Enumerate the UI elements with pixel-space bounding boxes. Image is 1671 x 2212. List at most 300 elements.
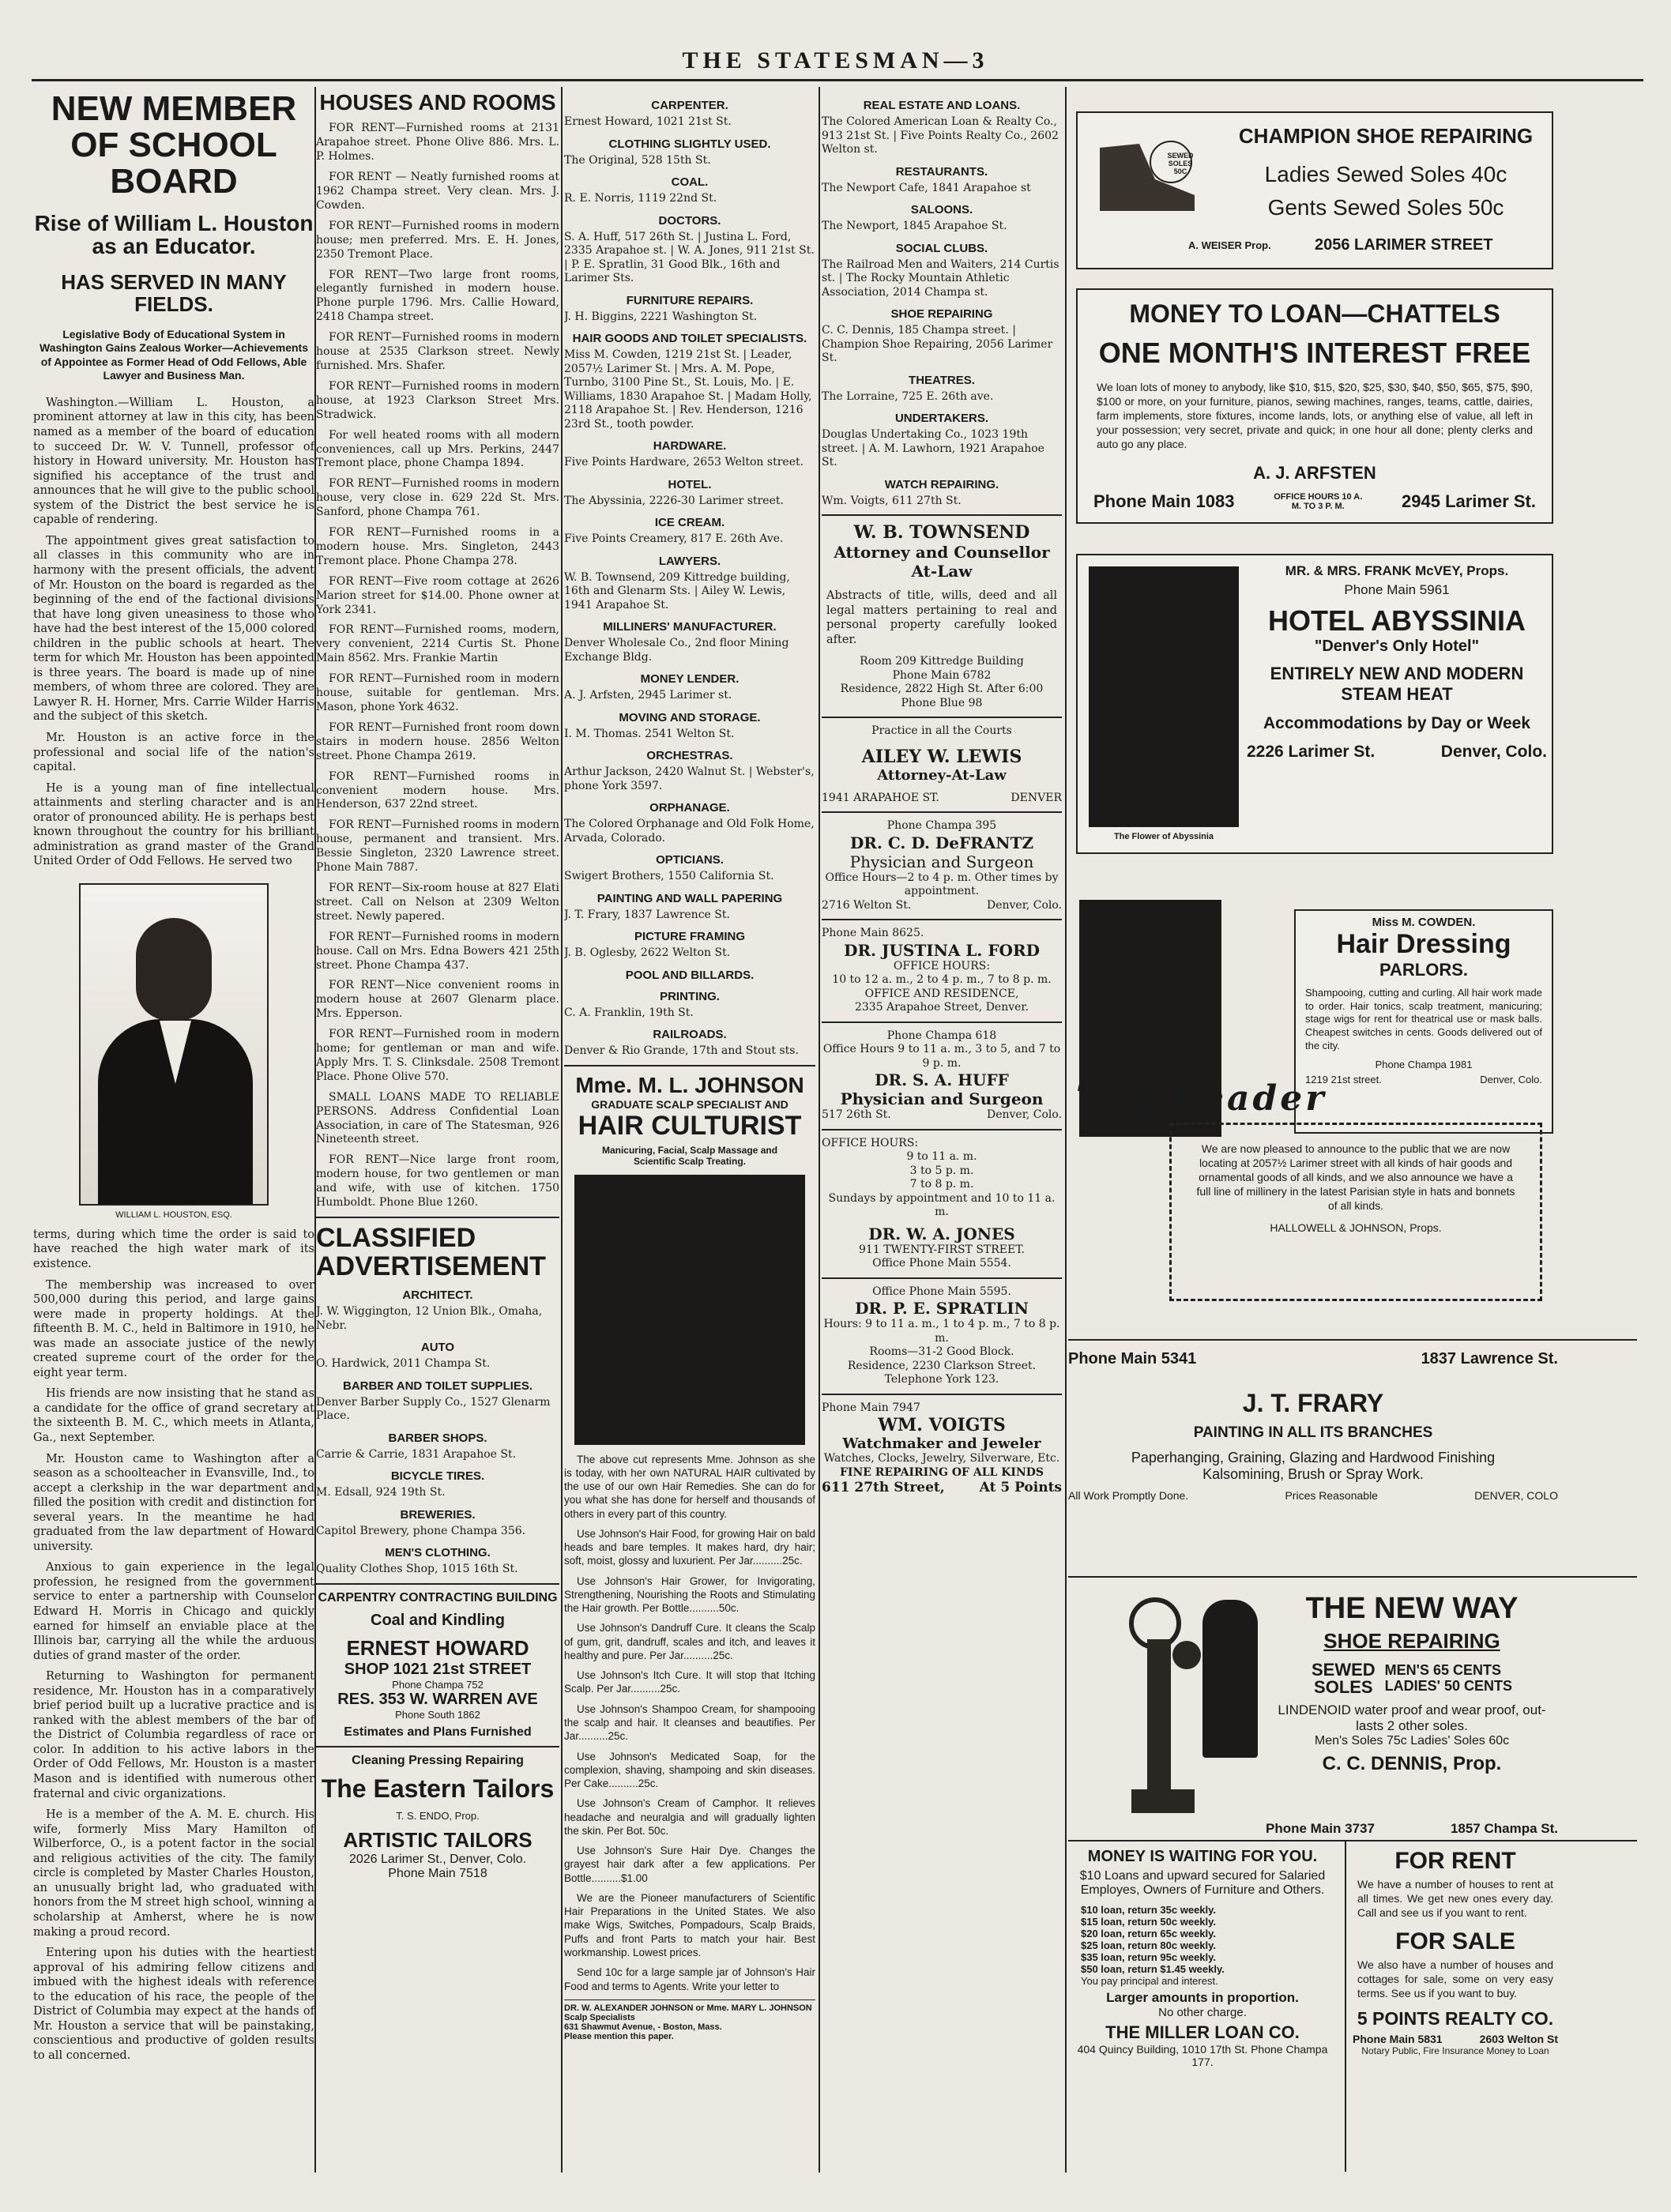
- lewis-name: AILEY W. LEWIS: [861, 746, 1022, 767]
- classified-heading: CLASSIFIED ADVERTISEMENT: [316, 1223, 546, 1281]
- ford-hours-heading: OFFICE HOURS:: [893, 959, 991, 972]
- directory-category: MONEY LENDER.: [640, 672, 740, 686]
- directory-entry: Swigert Brothers, 1550 California St.: [564, 870, 774, 882]
- directory-entry: Miss M. Cowden, 1219 21st St. | Leader, 2057½ Larimer St. | Mrs. A. M. Pope, Turnbo, 3100 Pine St., St. Louis, Mo. | E. Williams, 1830 Arapahoe St. | Madam Holly, 2118 Arapahoe St. | Rev. Henderson, 1216 23rd St., tooth powder.: [564, 348, 812, 431]
- johnson-paragraph: Use Johnson's Itch Cure. It will stop that Itching Scalp. Per Jar..........25c.: [564, 1669, 815, 1695]
- room-listing: FOR RENT—Furnished rooms in modern house, very close in. 629 22d St. Mrs. Sanford, phone Champa 761.: [316, 477, 559, 519]
- townsend-res: Residence, 2822 High St. After 6:00: [840, 683, 1044, 696]
- shoe-gents: Gents Sewed Soles 50c: [1267, 195, 1504, 220]
- classified-category: MEN'S CLOTHING.: [385, 1546, 491, 1560]
- business-directory: [564, 99, 815, 1059]
- townsend-title: Attorney and Counsellor At-Law: [834, 543, 1050, 581]
- frary-subtitle: PAINTING IN ALL ITS BRANCHES: [1193, 1424, 1433, 1441]
- directory-category: CLOTHING SLIGHTLY USED.: [608, 137, 771, 151]
- loan-body: We loan lots of money to anybody, like $10, $15, $20, $25, $30, $40, $50, $65, $75, $90, $100 or more, on your furniture, pianos, sewing machines, ranges, teams, cattle, dairies, farm implements, store fixtures, income lands, lots, or anything else of value, all left in your possession; very secret, private and quick; in one hour all done; plenty clerks and auto go any place.: [1097, 381, 1533, 450]
- loan-addr: 2945 Larimer St.: [1402, 491, 1536, 511]
- leader-title: The Leader: [1076, 1078, 1327, 1119]
- directory-category: PICTURE FRAMING: [634, 930, 745, 943]
- directory-entry: The Colored American Loan & Realty Co., 913 21st St. | Five Points Realty Co., 2602 Welton st.: [822, 115, 1059, 156]
- jones-phone: Office Phone Main 5554.: [872, 1257, 1011, 1270]
- directory-entry: The Newport Cafe, 1841 Arapahoe st: [822, 181, 1031, 194]
- directory-entry: S. A. Huff, 517 26th St. | Justina L. Ford, 2335 Arapahoe st. | W. A. Jones, 911 21st St. | P. E. Spratlin, 31 Good Blk., 16th and Larimer Sts.: [564, 230, 815, 284]
- johnson-footer-addr: 631 Shawmut Avenue, - Boston, Mass.: [564, 2022, 722, 2032]
- leader-body: We are now pleased to announce to the public that we are now locating at 2057½ Larimer street with all kinds of hair goods and ornamental goods of all kinds, and we also announce we have a full line of millinery in the latest Parisian style in hats and bonnets of all kinds.: [1196, 1142, 1515, 1212]
- defrantz-city: Denver, Colo.: [986, 898, 1062, 912]
- johnson-ad: [564, 1073, 815, 2041]
- huff-addr: 517 26th St.: [822, 1108, 891, 1122]
- lewis-practice: Practice in all the Courts: [871, 724, 1012, 738]
- lewis-addr: 1941 ARAPAHOE ST.: [822, 791, 939, 804]
- rooms-column: [316, 91, 559, 2176]
- rooms-heading: HOUSES AND ROOMS: [319, 91, 556, 115]
- hotel-tag: "Denver's Only Hotel": [1314, 638, 1480, 655]
- defrantz-hours: Office Hours—2 to 4 p. m. Other times by appointment.: [825, 871, 1059, 898]
- jones-hours-3: 7 to 8 p. m.: [909, 1178, 974, 1191]
- directory-category: PRINTING.: [660, 989, 720, 1003]
- directory-entry: Wm. Voigts, 611 27th St.: [822, 494, 962, 507]
- directory-category: SALOONS.: [910, 203, 973, 216]
- photo-caption: WILLIAM L. HOUSTON, ESQ.: [115, 1209, 232, 1220]
- miller-body: $10 Loans and upward secured for Salaried Employes, Owners of Furniture and Others.: [1079, 1869, 1326, 1897]
- classified-entry: M. Edsall, 924 19th St.: [316, 1486, 446, 1499]
- classified-entry: Capitol Brewery, phone Champa 356.: [316, 1524, 526, 1537]
- directory-entry: Denver & Rio Grande, 17th and Stout sts.: [564, 1044, 799, 1057]
- directory-category: COAL.: [671, 175, 709, 189]
- directory-category: CARPENTER.: [651, 99, 728, 112]
- cobbler-machine-icon: [1123, 1592, 1210, 1821]
- hair-body: Shampooing, cutting and curling. All hair work made to order. Hair tonics, scalp treatment, manicuring; stage wigs for rent for theatrical use or mask balls. Cheapest switches in cents. Goods delivered out of the city.: [1305, 987, 1542, 1051]
- defrantz-title: Physician and Surgeon: [849, 852, 1034, 871]
- tailor-ad-phone: Phone Main 7518: [388, 1866, 487, 1880]
- newway-line1: LINDENOID water proof and wear proof, out-lasts 2 other soles.: [1278, 1702, 1546, 1733]
- newway-soles: SOLES: [1314, 1677, 1373, 1697]
- directory-category: LAWYERS.: [658, 554, 721, 568]
- directory-category: OPTICIANS.: [656, 853, 724, 867]
- defrantz-card: [822, 819, 1062, 912]
- ford-name: DR. JUSTINA L. FORD: [844, 940, 1040, 960]
- directory-entry: Denver Wholesale Co., 2nd floor Mining Exchange Bldg.: [564, 637, 789, 664]
- directory-entry: J. B. Oglesby, 2622 Welton St.: [564, 946, 731, 959]
- directory-category: ICE CREAM.: [654, 516, 725, 529]
- article-paragraph: His friends are now insisting that he stand as a candidate for the office of grand secretary at the sixteenth B. M. C., which meets in Atlanta, Ga., next September.: [33, 1387, 314, 1444]
- howard-ad: [316, 1591, 559, 1740]
- loan-name: A. J. ARFSTEN: [1253, 462, 1376, 483]
- spratlin-tel: Telephone York 123.: [884, 1373, 999, 1386]
- directory-category: HARDWARE.: [653, 439, 727, 453]
- directory-entry: Ernest Howard, 1021 21st St.: [564, 115, 732, 128]
- hotel-caption: The Flower of Abyssinia: [1113, 832, 1214, 841]
- directory-entry: Five Points Hardware, 2653 Welton street.: [564, 456, 804, 468]
- article-body-bottom: [33, 1228, 314, 2063]
- jones-hours-1: 9 to 11 a. m.: [906, 1150, 977, 1164]
- article-paragraph: Mr. Houston came to Washington after a season as a schoolteacher in Evansville, Ind., to accept a clerkship in the war department and filled the position with credit and distinction for several years. In the meantime he had graduated from the law department of Howard university.: [33, 1452, 314, 1553]
- column-rule: [1065, 87, 1067, 2172]
- voigts-repair: FINE REPAIRING OF ALL KINDS: [839, 1465, 1044, 1479]
- room-listing: FOR RENT—Furnished rooms, modern, very convenient, 2214 Curtis St. Phone Main 8562. Mrs. Frankie Martin: [316, 623, 559, 665]
- professional-column: [822, 91, 1062, 2176]
- johnson-paragraph: Use Johnson's Hair Grower, for Invigorating, Strengthening, Nourishing the Roots and Stimulating the Hair growth. Per Bottle..........50c.: [564, 1574, 815, 1615]
- miller-rate: $50 loan, return $1.45 weekly.: [1081, 1963, 1225, 1975]
- shoe-prop: A. WEISER Prop.: [1188, 239, 1271, 251]
- masthead: THE STATESMAN—3: [682, 47, 989, 73]
- newway-ladies: LADIES' 50 CENTS: [1384, 1678, 1512, 1694]
- directory-entry: C. C. Dennis, 185 Champa street. | Champion Shoe Repairing, 2056 Larimer St.: [822, 324, 1053, 364]
- directory-category: MILLINERS' MANUFACTURER.: [603, 620, 777, 634]
- directory-entry: The Newport, 1845 Arapahoe St.: [822, 220, 1007, 232]
- directory-category: HOTEL.: [668, 477, 712, 491]
- miller-rate: $35 loan, return 95c weekly.: [1081, 1951, 1217, 1963]
- article-paragraph: Entering upon his duties with the heartiest approval of his admiring fellow citizens and imbued with the highest ideals with reference to the education of his race, the people of the District of Columbia may expect at the hands of Mr. Houston a service that will be painstaking, conscientious and productive of golden results to all concerned.: [33, 1947, 314, 2062]
- ford-office: OFFICE AND RESIDENCE,: [864, 987, 1019, 1000]
- directory-entry: Douglas Undertaking Co., 1023 19th street. | A. M. Lawhorn, 1921 Arapahoe St.: [822, 428, 1044, 468]
- directory-category: RESTAURANTS.: [895, 164, 988, 179]
- shoe-icon: [1092, 132, 1202, 227]
- frary-ad: [1068, 1350, 1558, 1571]
- miller-rate: $10 loan, return 35c weekly.: [1081, 1904, 1217, 1916]
- realty-sale-body: We also have a number of houses and cottages for sale, some on very easy terms. See us if you want to buy.: [1357, 1958, 1553, 1999]
- tailor-ad-name2: ARTISTIC TAILORS: [343, 1827, 533, 1852]
- jones-hours-heading: OFFICE HOURS:: [822, 1136, 919, 1149]
- miller-rates: [1081, 1904, 1337, 1975]
- classified-entry: Quality Clothes Shop, 1015 16th St.: [316, 1563, 518, 1576]
- miller-loan-ad: [1068, 1848, 1337, 2176]
- howard-ad-est: Estimates and Plans Furnished: [344, 1725, 532, 1739]
- directory-entry: I. M. Thomas. 2541 Welton St.: [564, 727, 735, 740]
- hair-subtitle: PARLORS.: [1379, 960, 1469, 980]
- classified-category: ARCHITECT.: [402, 1288, 473, 1303]
- directory-category: THEATRES.: [909, 373, 975, 387]
- ford-hours: 10 to 12 a. m., 2 to 4 p. m., 7 to 8 p. m.: [832, 973, 1052, 987]
- huff-card: [822, 1029, 1062, 1123]
- lewis-title: Attorney-At-Law: [877, 766, 1007, 784]
- classified-category: AUTO: [420, 1341, 455, 1355]
- tailor-ad-addr: 2026 Larimer St., Denver, Colo.: [348, 1852, 527, 1866]
- miller-rate: $25 loan, return 80c weekly.: [1081, 1939, 1217, 1951]
- shoe-addr: 2056 LARIMER STREET: [1315, 236, 1493, 254]
- classified-entry: J. W. Wiggington, 12 Union Blk., Omaha, Nebr.: [316, 1305, 543, 1332]
- townsend-card: [822, 522, 1062, 710]
- classified-category: BARBER SHOPS.: [388, 1431, 487, 1445]
- article-column: [33, 91, 314, 2176]
- jones-name: DR. W. A. JONES: [868, 1224, 1015, 1243]
- realty-name: 5 POINTS REALTY CO.: [1357, 2008, 1554, 2030]
- johnson-footer-note: Please mention this paper.: [564, 2031, 674, 2041]
- howard-ad-top: CARPENTRY CONTRACTING BUILDING: [318, 1590, 558, 1604]
- room-listing: FOR RENT—Furnished rooms in modern house; men preferred. Mrs. E. H. Jones, 2350 Tremont Place.: [316, 219, 559, 261]
- miller-rate: $15 loan, return 50c weekly.: [1081, 1916, 1217, 1928]
- article-body-top: [33, 396, 314, 869]
- johnson-paragraph: Use Johnson's Hair Food, for growing Hair on bald heads and bare temples. It makes hard, dry hair; soft, moist, glossy and luxurient. Per Jar..........25c.: [564, 1527, 815, 1567]
- directory-entry: The Original, 528 15th St.: [564, 153, 711, 167]
- spratlin-rooms: Rooms—31-2 Good Block.: [869, 1345, 1014, 1359]
- shoe-badge-3: 50C: [1173, 167, 1187, 175]
- townsend-room: Room 209 Kittredge Building: [860, 655, 1024, 668]
- frary-addr: 1837 Lawrence St.: [1421, 1350, 1558, 1367]
- huff-title: Physician and Surgeon: [840, 1089, 1044, 1109]
- voigts-title: Watchmaker and Jeweler: [842, 1435, 1041, 1453]
- directory-column: [564, 91, 815, 2176]
- classified-listings: [316, 1288, 559, 1577]
- room-listing: For well heated rooms with all modern conveniences, call up Mrs. Perkins, 2447 Tremont place, phone Champa 1894.: [316, 428, 559, 470]
- hotel-phone: Phone Main 5961: [1344, 582, 1450, 597]
- johnson-title: HAIR CULTURIST: [578, 1110, 802, 1141]
- directory-entry: C. A. Franklin, 19th St.: [564, 1006, 694, 1019]
- realty-phone: Phone Main 5831: [1353, 2033, 1443, 2046]
- tailor-ad-top: Cleaning Pressing Repairing: [352, 1753, 524, 1767]
- johnson-paragraph: Send 10c for a large sample jar of Johnson's Hair Food and terms to Agents. Write your letter to: [564, 1966, 815, 1992]
- directory-category: PAINTING AND WALL PAPERING: [597, 891, 783, 905]
- directory-category: MOVING AND STORAGE.: [619, 710, 761, 724]
- directory-entry: J. T. Frary, 1837 Lawrence St.: [564, 908, 730, 921]
- johnson-paragraph: Use Johnson's Shampoo Cream, for shampooing the scalp and hair. It cleanses and beautifies. Per Jar..........25c.: [564, 1702, 815, 1743]
- directory-entry: The Railroad Men and Waiters, 214 Curtis st. | The Rocky Mountain Athletic Association, 2014 Champa st.: [822, 258, 1059, 299]
- room-listing: FOR RENT—Six-room house at 827 Elati street. Call on Nelson at 2309 Welton street. Newly papered.: [316, 881, 559, 923]
- frary-prices: Prices Reasonable: [1285, 1489, 1378, 1502]
- newway-sewed: SEWED: [1311, 1660, 1376, 1680]
- newway-subtitle: SHOE REPAIRING: [1323, 1629, 1500, 1653]
- room-listing: FOR RENT—Furnished rooms in a modern house. Mrs. Singleton, 2443 Tremont place. Phone Champa 278.: [316, 526, 559, 567]
- jones-card: [822, 1137, 1062, 1271]
- miller-other: No other charge.: [1158, 2006, 1247, 2019]
- directory-entry: The Lorraine, 725 E. 26th ave.: [822, 389, 994, 403]
- room-listing: FOR RENT—Furnished rooms in modern house, at 1923 Clarkson Street Mrs. Stradwick.: [316, 379, 559, 421]
- jones-sunday: Sundays by appointment and 10 to 11 a. m.: [828, 1191, 1056, 1219]
- hotel-line3: Accommodations by Day or Week: [1263, 714, 1531, 732]
- frary-phone: Phone Main 5341: [1068, 1350, 1197, 1367]
- article-paragraph: terms, during which time the order is said to have reached the high water mark of its existence.: [33, 1228, 314, 1270]
- spratlin-name: DR. P. E. SPRATLIN: [855, 1299, 1029, 1319]
- room-listing: FOR RENT—Furnished room in modern house, suitable for gentleman. Mrs. Mason, phone York 4632.: [316, 672, 559, 714]
- directory-category: HAIR GOODS AND TOILET SPECIALISTS.: [572, 332, 807, 345]
- room-listing: FOR RENT — Neatly furnished rooms at 1962 Champa street. Very clean. Mrs. J. Cowden.: [316, 171, 559, 212]
- room-listing: FOR RENT—Furnished room in modern home; for gentleman or man and wife. Apply Mrs. T. S. Clinksdale. 2508 Tremont Place. Phone Olive 570.: [316, 1028, 559, 1083]
- johnson-name: Mme. M. L. JOHNSON: [575, 1072, 804, 1097]
- article-headline: NEW MEMBER OF SCHOOL BOARD: [51, 91, 297, 201]
- townsend-phone2: Phone Blue 98: [901, 696, 983, 709]
- defrantz-addr: 2716 Welton St.: [822, 898, 912, 912]
- rooms-listings: [316, 122, 559, 1210]
- article-paragraph: Mr. Houston is an active force in the professional and social life of the nation's capital.: [33, 731, 314, 774]
- room-listing: FOR RENT—Furnished rooms at 2131 Arapahoe street. Phone Olive 886. Mrs. L. P. Holmes.: [316, 122, 559, 164]
- room-listing: FOR RENT—Nice large front room, modern house, for two gentlemen or man and wife, with use of kitchen. 1750 Humboldt. Phone Blue 1260.: [316, 1153, 559, 1209]
- classified-entry: O. Hardwick, 2011 Champa St.: [316, 1357, 491, 1371]
- shoe-badge-2: SOLES: [1168, 159, 1193, 167]
- article-paragraph: He is a member of the A. M. E. church. His wife, formerly Miss Mary Hamilton of Wilberforce, O., is a potent factor in the social and religious activities of the city. The family circle is completed by Master Charles Houston, an unusually bright lad, who graduated with honors from the M street high school, winning a scholarship at Amherst, where he is now making a proud record.: [33, 1808, 314, 1939]
- johnson-paragraph: The above cut represents Mme. Johnson as she is today, with her own NATURAL HAIR cultivated by the use of our own Hair Remedies. She can do for you what she has done for herself and thousands of others in every part of this country.: [564, 1453, 815, 1520]
- frary-promptly: All Work Promptly Done.: [1068, 1489, 1189, 1502]
- column-rule: [819, 87, 820, 2172]
- loan-subtitle: ONE MONTH'S INTEREST FREE: [1098, 337, 1531, 369]
- article-subhead-2: HAS SERVED IN MANY FIELDS.: [61, 270, 287, 316]
- johnson-paragraph: We are the Pioneer manufacturers of Scientific Hair Preparations in the United States. We also make Wigs, Switches, Pompadours, Scalp Braids, Puffs and front Parts to match your hair. Best workmanship. Lowest prices.: [564, 1891, 815, 1958]
- realty-rent-body: We have a number of houses to rent at all times. We get new ones every day. Call and see us if you want to rent.: [1357, 1878, 1553, 1919]
- room-listing: FOR RENT—Nice convenient rooms in modern house at 2607 Glenarm place. Mrs. Epperson.: [316, 979, 559, 1021]
- classified-category: BICYCLE TIRES.: [390, 1469, 485, 1484]
- shoe-ladies: Ladies Sewed Soles 40c: [1264, 162, 1507, 186]
- room-listing: FOR RENT—Furnished rooms in convenient modern house. Mrs. Henderson, 637 22nd street.: [316, 769, 559, 811]
- arfsten-loan-ad: [1076, 288, 1553, 524]
- directory-category: SHOE REPAIRING: [890, 307, 993, 321]
- classified-entry: Carrie & Carrie, 1831 Arapahoe St.: [316, 1447, 517, 1461]
- hotel-name: HOTEL ABYSSINIA: [1267, 604, 1526, 637]
- room-listing: FOR RENT—Furnished front room down stairs in modern house. 2856 Welton street. Phone Champa 2619.: [316, 720, 559, 762]
- realty-sale-title: FOR SALE: [1395, 1928, 1515, 1954]
- huff-name: DR. S. A. HUFF: [875, 1070, 1009, 1090]
- directory-entry: The Abyssinia, 2226-30 Larimer street.: [564, 494, 784, 507]
- johnson-paragraph: Use Johnson's Cream of Camphor. It relieves headache and neuralgia and will gradually lighten the skin. Per Bot. 50c.: [564, 1797, 815, 1837]
- frary-line2: Kalsomining, Brush or Spray Work.: [1202, 1466, 1424, 1482]
- newway-title: THE NEW WAY: [1305, 1592, 1519, 1625]
- miller-larger: Larger amounts in proportion.: [1106, 1990, 1299, 2005]
- lewis-card: [822, 724, 1062, 805]
- room-listing: SMALL LOANS MADE TO RELIABLE PERSONS. Address Confidential Loan Association, in care of The Statesman, 926 Nineteenth street.: [316, 1090, 559, 1146]
- spratlin-phone: Office Phone Main 5595.: [872, 1285, 1011, 1298]
- frary-name: J. T. FRARY: [1242, 1389, 1384, 1417]
- five-points-realty-ad: [1353, 1848, 1558, 2176]
- voigts-loc: At 5 Points: [979, 1480, 1062, 1496]
- johnson-footer-spec: Scalp Specialists: [564, 2012, 635, 2022]
- directory-entry: J. H. Biggins, 2221 Washington St.: [564, 310, 758, 323]
- spratlin-res: Residence, 2230 Clarkson Street.: [847, 1359, 1037, 1372]
- hair-city: Denver, Colo.: [1480, 1074, 1542, 1086]
- hair-addr: 1219 21st street.: [1305, 1074, 1382, 1086]
- directory-entry: W. B. Townsend, 209 Kittredge building, 16th and Glenarm Sts. | Ailey W. Lewis, 1941 Arapahoe St.: [564, 570, 790, 611]
- directory-category: REAL ESTATE AND LOANS.: [863, 99, 1021, 112]
- hair-phone: Phone Champa 1981: [1375, 1059, 1473, 1071]
- article-subhead: Rise of William L. Houston as an Educator.: [34, 210, 314, 258]
- directory-category: WATCH REPAIRING.: [884, 477, 999, 491]
- tailor-ad: [316, 1754, 559, 1881]
- realty-rent-title: FOR RENT: [1394, 1848, 1516, 1874]
- realty-note: Notary Public, Fire Insurance Money to Loan: [1361, 2045, 1549, 2057]
- townsend-phone: Phone Main 6782: [892, 668, 992, 682]
- miller-name: THE MILLER LOAN CO.: [1105, 2022, 1300, 2042]
- ford-addr: 2335 Arapahoe Street, Denver.: [854, 1001, 1029, 1014]
- classified-category: BARBER AND TOILET SUPPLIES.: [342, 1379, 533, 1393]
- voigts-phone: Phone Main 7947: [822, 1401, 920, 1414]
- lewis-city: DENVER: [1011, 791, 1062, 804]
- hotel-props: MR. & MRS. FRANK McVEY, Props.: [1285, 563, 1509, 578]
- frary-line1: Paperhanging, Graining, Glazing and Hardwood Finishing: [1131, 1450, 1496, 1465]
- portrait-photo: [79, 883, 269, 1206]
- howard-ad-phone2: Phone South 1862: [395, 1708, 480, 1721]
- realty-addr: 2603 Welton St: [1479, 2033, 1558, 2046]
- loan-title: MONEY TO LOAN—CHATTELS: [1129, 299, 1500, 328]
- directory-category: DOCTORS.: [658, 213, 721, 228]
- hotel-addr: 2226 Larimer St.: [1247, 743, 1376, 761]
- spratlin-card: [822, 1285, 1062, 1387]
- room-listing: FOR RENT—Five room cottage at 2626 Marion street for $14.00. Phone owner at York 2341.: [316, 574, 559, 616]
- johnson-services: Manicuring, Facial, Scalp Massage and Scientific Scalp Treating.: [601, 1144, 778, 1167]
- newway-line2: Men's Soles 75c Ladies' Soles 60c: [1314, 1734, 1510, 1747]
- shoe-badge-1: SEWED: [1167, 152, 1194, 160]
- voigts-goods: Watches, Clocks, Jewelry, Silverware, Etc.: [823, 1452, 1060, 1465]
- room-listing: FOR RENT—Furnished rooms in modern house, permanent and transient. Mrs. Bessie Singleton, 2320 Lawrence street. Phone Main 7887.: [316, 818, 559, 875]
- column-rule: [561, 87, 563, 2172]
- hotel-line1: ENTIRELY NEW AND MODERN: [1270, 664, 1524, 683]
- directory-entry: R. E. Norris, 1119 22nd St.: [564, 192, 717, 205]
- townsend-body: Abstracts of title, wills, deed and all legal matters pertaining to real and personal property carefully looked after.: [826, 589, 1057, 646]
- ford-card: [822, 927, 1062, 1015]
- directory-category: SOCIAL CLUBS.: [895, 241, 988, 255]
- masthead-rule: [32, 79, 1643, 81]
- article-paragraph: He is a young man of fine intellectual attainments and sterling character and is an orator of pronounced ability. He is perhaps best known throughout the country for his brilliant administration as grand master of the Grand United Order of Odd Fellows. He served two: [33, 781, 314, 868]
- shoe-title: CHAMPION SHOE REPAIRING: [1238, 124, 1534, 148]
- article-paragraph: Returning to Washington for permanent residence, Mr. Houston has in a comparatively brief period built up a lucrative practice and is ranked with the ablest members of the bar of the District of Columbia regardless of race or color. In addition to his active labors in the Order of Odd Fellows, Mr. Houston is a master Mason and is identified with numerous other fraternal and civic organizations.: [33, 1670, 314, 1800]
- cobbler-figure: [1202, 1600, 1258, 1758]
- newway-men: MEN'S 65 CENTS: [1384, 1662, 1501, 1679]
- directory-entry: Arthur Jackson, 2420 Walnut St. | Webster's, phone York 3597.: [564, 766, 815, 792]
- room-listing: FOR RENT—Two large front rooms, elegantly furnished in modern house. Phone purple 1796. Mrs. Callie Howard, 2418 Champa street.: [316, 268, 559, 324]
- huff-phone: Phone Champa 618: [886, 1029, 997, 1042]
- jones-hours-2: 3 to 5 p. m.: [909, 1164, 974, 1177]
- article-deck: Legislative Body of Educational System in Washington Gains Zealous Worker—Achievements of Appointee as Former Head of Odd Fellows, Able Lawyer and Business Man.: [40, 327, 308, 382]
- classified-category: BREWERIES.: [400, 1507, 476, 1522]
- jones-addr: 911 TWENTY-FIRST STREET.: [859, 1243, 1025, 1256]
- huff-city: Denver, Colo.: [986, 1108, 1062, 1122]
- howard-ad-shop: SHOP 1021 21st STREET: [344, 1660, 532, 1678]
- directory-entry: A. J. Arfsten, 2945 Larimer st.: [564, 689, 732, 702]
- voigts-card: [822, 1401, 1062, 1496]
- room-listing: FOR RENT—Furnished rooms in modern house at 2535 Clarkson street. Newly furnished. Mrs. Shafer.: [316, 331, 559, 372]
- loan-hours: OFFICE HOURS 10 A. M. TO 3 P. M.: [1274, 491, 1363, 511]
- tailor-ad-prop: T. S. ENDO, Prop.: [396, 1809, 480, 1822]
- classified-entry: Denver Barber Supply Co., 1527 Glenarm Place.: [316, 1395, 551, 1423]
- johnson-tag: GRADUATE SCALP SPECIALIST AND: [591, 1097, 788, 1111]
- article-paragraph: Washington.—William L. Houston, a prominent attorney at law in this city, has been named as a member of the board of education to succeed Dr. W. V. Tunnell, professor of history in Howard university. Mr. Houston has signified his acceptance of the trust and announces that he will give to the public school system of the District the best service he is capable of rendering.: [33, 396, 314, 527]
- spratlin-hours: Hours: 9 to 11 a. m., 1 to 4 p. m., 7 to 8 p. m.: [823, 1318, 1060, 1345]
- howard-ad-phone1: Phone Champa 752: [392, 1678, 484, 1691]
- tailor-ad-name: The Eastern Tailors: [321, 1774, 555, 1803]
- newway-addr: 1857 Champa St.: [1450, 1821, 1558, 1836]
- directory-category: RAILROADS.: [653, 1028, 727, 1041]
- howard-ad-coal: Coal and Kindling: [371, 1611, 505, 1629]
- directory-category: ORPHANAGE.: [649, 801, 730, 814]
- hotel-line2: STEAM HEAT: [1341, 684, 1453, 704]
- johnson-paragraph: Use Johnson's Sure Hair Dye. Changes the grayest hair dark after a few applications. Per Bottle..........$1.00: [564, 1845, 815, 1884]
- directory-category: ORCHESTRAS.: [646, 749, 733, 762]
- article-paragraph: The membership was increased to over 500,000 during this period, and large gains were made in property holdings. At the fifteenth B. M. C., held in Baltimore in 1910, he was made an associate justice of the newly created supreme court of the order for the eight year term.: [33, 1278, 314, 1379]
- hair-name: Miss M. COWDEN.: [1372, 916, 1476, 929]
- frary-city: DENVER, COLO: [1474, 1489, 1558, 1502]
- miller-title: MONEY IS WAITING FOR YOU.: [1087, 1848, 1318, 1865]
- room-listing: FOR RENT—Furnished rooms in modern house. Call on Mrs. Edna Bowers 421 25th street. Phone Champa 437.: [316, 930, 559, 972]
- article-paragraph: Anxious to gain experience in the legal profession, he resigned from the government service to enter a partnership with Counselor Edward H. Morris in Chicago and quickly earned for himself an enviable place at the Illinois bar, carrying all the while the arduous duties of grand master of the order.: [33, 1561, 314, 1662]
- article-paragraph: The appointment gives great satisfaction to all classes in this community who are in harmony with the present officials, the advent of Mr. Houston on the board is regarded as the beginning of the end of the factional divisions that have long given uneasiness to those who have had the best interest of the 15,000 colored children in the public schools at heart. The term for which Mr. Houston has been appointed is three years. The board is made up of nine members, of whom three are colored. They are Lawyer R. H. Horner, Mrs. Carrie Wilder Harris and the subject of this sketch.: [33, 534, 314, 724]
- hair-title: Hair Dressing: [1336, 929, 1511, 959]
- ads-column: [1068, 91, 1637, 2176]
- directory-entry: The Colored Orphanage and Old Folk Home, Arvada, Colorado.: [564, 818, 815, 845]
- voigts-name: WM. VOIGTS: [878, 1415, 1006, 1436]
- defrantz-phone: Phone Champa 395: [886, 819, 997, 833]
- directory-category: FURNITURE REPAIRS.: [626, 293, 754, 307]
- howard-ad-name: ERNEST HOWARD: [346, 1635, 529, 1660]
- miller-addr: 404 Quincy Building, 1010 17th St. Phone Champa 177.: [1077, 2043, 1328, 2068]
- business-directory-2: [822, 99, 1062, 508]
- directory-category: POOL AND BILLARDS.: [625, 968, 755, 982]
- johnson-paragraph: Use Johnson's Dandruff Cure. It cleans the Scalp of gum, grit, dandruff, scales and itch, and leaves it healthy and pure. Per Jar..........25c.: [564, 1622, 815, 1661]
- leader-props: HALLOWELL & JOHNSON, Props.: [1270, 1221, 1442, 1234]
- townsend-name: W. B. TOWNSEND: [853, 522, 1030, 543]
- miller-note: You pay principal and interest.: [1081, 1975, 1218, 1987]
- hotel-abyssinia-ad: [1076, 554, 1553, 854]
- ford-phone: Phone Main 8625.: [822, 927, 924, 940]
- johnson-footer-name: DR. W. ALEXANDER JOHNSON or Mme. MARY L. JOHNSON: [564, 2003, 812, 2013]
- hotel-photo: [1089, 566, 1239, 827]
- hotel-city: Denver, Colo.: [1440, 743, 1547, 761]
- howard-ad-res: RES. 353 W. WARREN AVE: [337, 1690, 538, 1708]
- leader-ad: [1076, 1078, 1550, 1315]
